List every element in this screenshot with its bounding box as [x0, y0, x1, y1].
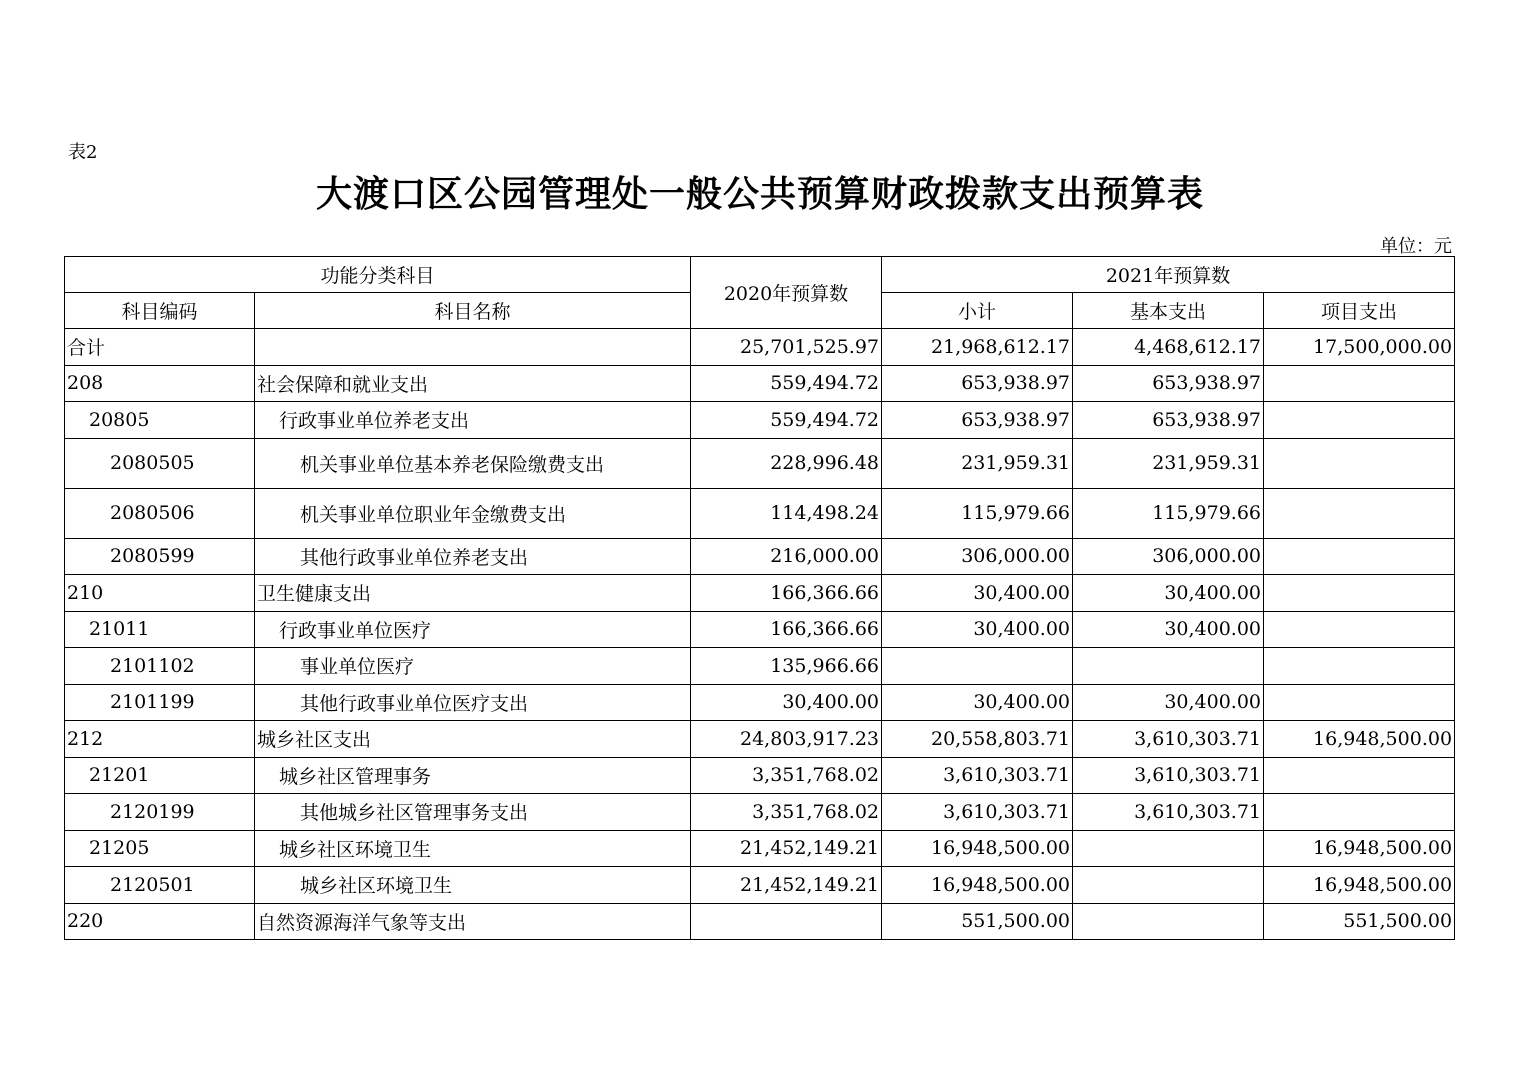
cell-subtotal: 16,948,500.00	[882, 867, 1073, 904]
cell-name: 城乡社区环境卫生	[255, 867, 691, 904]
cell-project	[1264, 402, 1455, 439]
header-code: 科目编码	[65, 293, 255, 329]
cell-name: 事业单位医疗	[255, 648, 691, 685]
page-title: 大渡口区公园管理处一般公共预算财政拨款支出预算表	[315, 174, 1204, 215]
cell-name: 城乡社区管理事务	[255, 757, 691, 794]
cell-subtotal: 30,400.00	[882, 684, 1073, 721]
cell-subtotal: 21,968,612.17	[882, 329, 1073, 366]
cell-budget-2020: 166,366.66	[691, 611, 882, 648]
cell-budget-2020: 135,966.66	[691, 648, 882, 685]
cell-name: 行政事业单位医疗	[255, 611, 691, 648]
cell-code: 2120501	[65, 867, 255, 904]
cell-basic: 3,610,303.71	[1073, 757, 1264, 794]
cell-budget-2020: 114,498.24	[691, 488, 882, 538]
cell-basic: 653,938.97	[1073, 365, 1264, 402]
cell-code: 210	[65, 575, 255, 612]
cell-budget-2020: 3,351,768.02	[691, 757, 882, 794]
cell-code: 21201	[65, 757, 255, 794]
header-project: 项目支出	[1264, 293, 1455, 329]
cell-subtotal: 30,400.00	[882, 575, 1073, 612]
cell-code: 2080506	[65, 488, 255, 538]
table-row	[65, 721, 1455, 758]
cell-name: 自然资源海洋气象等支出	[255, 903, 691, 940]
cell-name: 城乡社区支出	[255, 721, 691, 758]
cell-basic: 30,400.00	[1073, 575, 1264, 612]
cell-project	[1264, 438, 1455, 488]
cell-budget-2020: 25,701,525.97	[691, 329, 882, 366]
unit-label: 单位：元	[1380, 236, 1452, 257]
cell-basic: 115,979.66	[1073, 488, 1264, 538]
cell-code: 2101199	[65, 684, 255, 721]
table-row	[65, 402, 1455, 439]
cell-budget-2020: 559,494.72	[691, 365, 882, 402]
cell-subtotal: 115,979.66	[882, 488, 1073, 538]
cell-project: 551,500.00	[1264, 903, 1455, 940]
cell-basic: 653,938.97	[1073, 402, 1264, 439]
cell-name: 机关事业单位职业年金缴费支出	[255, 488, 691, 538]
table-row	[65, 488, 1455, 538]
cell-project: 16,948,500.00	[1264, 721, 1455, 758]
cell-budget-2020: 559,494.72	[691, 402, 882, 439]
table-row	[65, 648, 1455, 685]
cell-project	[1264, 488, 1455, 538]
cell-name: 行政事业单位养老支出	[255, 402, 691, 439]
cell-project: 17,500,000.00	[1264, 329, 1455, 366]
cell-code: 2120199	[65, 794, 255, 831]
header-budget-2020: 2020年预算数	[691, 257, 882, 329]
cell-code: 合计	[65, 329, 255, 366]
table-label: 表2	[68, 142, 98, 163]
cell-name: 其他行政事业单位医疗支出	[255, 684, 691, 721]
cell-basic	[1073, 648, 1264, 685]
cell-subtotal: 30,400.00	[882, 611, 1073, 648]
cell-budget-2020	[691, 903, 882, 940]
cell-basic	[1073, 830, 1264, 867]
cell-budget-2020: 24,803,917.23	[691, 721, 882, 758]
cell-subtotal: 20,558,803.71	[882, 721, 1073, 758]
cell-code: 220	[65, 903, 255, 940]
cell-subtotal: 653,938.97	[882, 402, 1073, 439]
cell-project	[1264, 757, 1455, 794]
cell-code: 208	[65, 365, 255, 402]
cell-name: 其他城乡社区管理事务支出	[255, 794, 691, 831]
cell-basic: 231,959.31	[1073, 438, 1264, 488]
cell-basic: 4,468,612.17	[1073, 329, 1264, 366]
header-subtotal: 小计	[882, 293, 1073, 329]
cell-name: 社会保障和就业支出	[255, 365, 691, 402]
cell-subtotal: 551,500.00	[882, 903, 1073, 940]
cell-basic: 30,400.00	[1073, 611, 1264, 648]
table-row	[65, 757, 1455, 794]
cell-name: 卫生健康支出	[255, 575, 691, 612]
table-row	[65, 903, 1455, 940]
table-row	[65, 867, 1455, 904]
cell-basic: 3,610,303.71	[1073, 794, 1264, 831]
cell-code: 21011	[65, 611, 255, 648]
cell-code: 2080505	[65, 438, 255, 488]
cell-project: 16,948,500.00	[1264, 830, 1455, 867]
cell-subtotal: 16,948,500.00	[882, 830, 1073, 867]
cell-project: 16,948,500.00	[1264, 867, 1455, 904]
cell-project	[1264, 538, 1455, 575]
table-row	[65, 830, 1455, 867]
cell-name: 城乡社区环境卫生	[255, 830, 691, 867]
cell-project	[1264, 365, 1455, 402]
cell-name: 机关事业单位基本养老保险缴费支出	[255, 438, 691, 488]
table-row	[65, 794, 1455, 831]
cell-budget-2020: 3,351,768.02	[691, 794, 882, 831]
header-budget-2021: 2021年预算数	[882, 257, 1455, 293]
header-function-category: 功能分类科目	[65, 257, 691, 293]
budget-table	[64, 256, 1455, 940]
cell-basic: 30,400.00	[1073, 684, 1264, 721]
cell-basic	[1073, 867, 1264, 904]
cell-budget-2020: 228,996.48	[691, 438, 882, 488]
cell-project	[1264, 648, 1455, 685]
table-row	[65, 438, 1455, 488]
header-basic: 基本支出	[1073, 293, 1264, 329]
table-row	[65, 538, 1455, 575]
cell-subtotal: 3,610,303.71	[882, 757, 1073, 794]
cell-subtotal: 231,959.31	[882, 438, 1073, 488]
cell-budget-2020: 21,452,149.21	[691, 867, 882, 904]
table-row	[65, 575, 1455, 612]
cell-basic: 3,610,303.71	[1073, 721, 1264, 758]
cell-subtotal: 306,000.00	[882, 538, 1073, 575]
cell-code: 2101102	[65, 648, 255, 685]
cell-name: 其他行政事业单位养老支出	[255, 538, 691, 575]
table-row	[65, 611, 1455, 648]
cell-budget-2020: 216,000.00	[691, 538, 882, 575]
cell-subtotal: 653,938.97	[882, 365, 1073, 402]
cell-name	[255, 329, 691, 366]
cell-basic	[1073, 903, 1264, 940]
table-row	[65, 684, 1455, 721]
cell-budget-2020: 166,366.66	[691, 575, 882, 612]
table-row	[65, 329, 1455, 366]
cell-budget-2020: 21,452,149.21	[691, 830, 882, 867]
cell-code: 21205	[65, 830, 255, 867]
cell-code: 212	[65, 721, 255, 758]
cell-budget-2020: 30,400.00	[691, 684, 882, 721]
cell-project	[1264, 794, 1455, 831]
table-body	[65, 329, 1455, 940]
cell-code: 20805	[65, 402, 255, 439]
cell-code: 2080599	[65, 538, 255, 575]
cell-subtotal: 3,610,303.71	[882, 794, 1073, 831]
table-header	[65, 257, 1455, 329]
cell-project	[1264, 611, 1455, 648]
table-row	[65, 365, 1455, 402]
cell-project	[1264, 684, 1455, 721]
cell-subtotal	[882, 648, 1073, 685]
header-name: 科目名称	[255, 293, 691, 329]
cell-project	[1264, 575, 1455, 612]
cell-basic: 306,000.00	[1073, 538, 1264, 575]
